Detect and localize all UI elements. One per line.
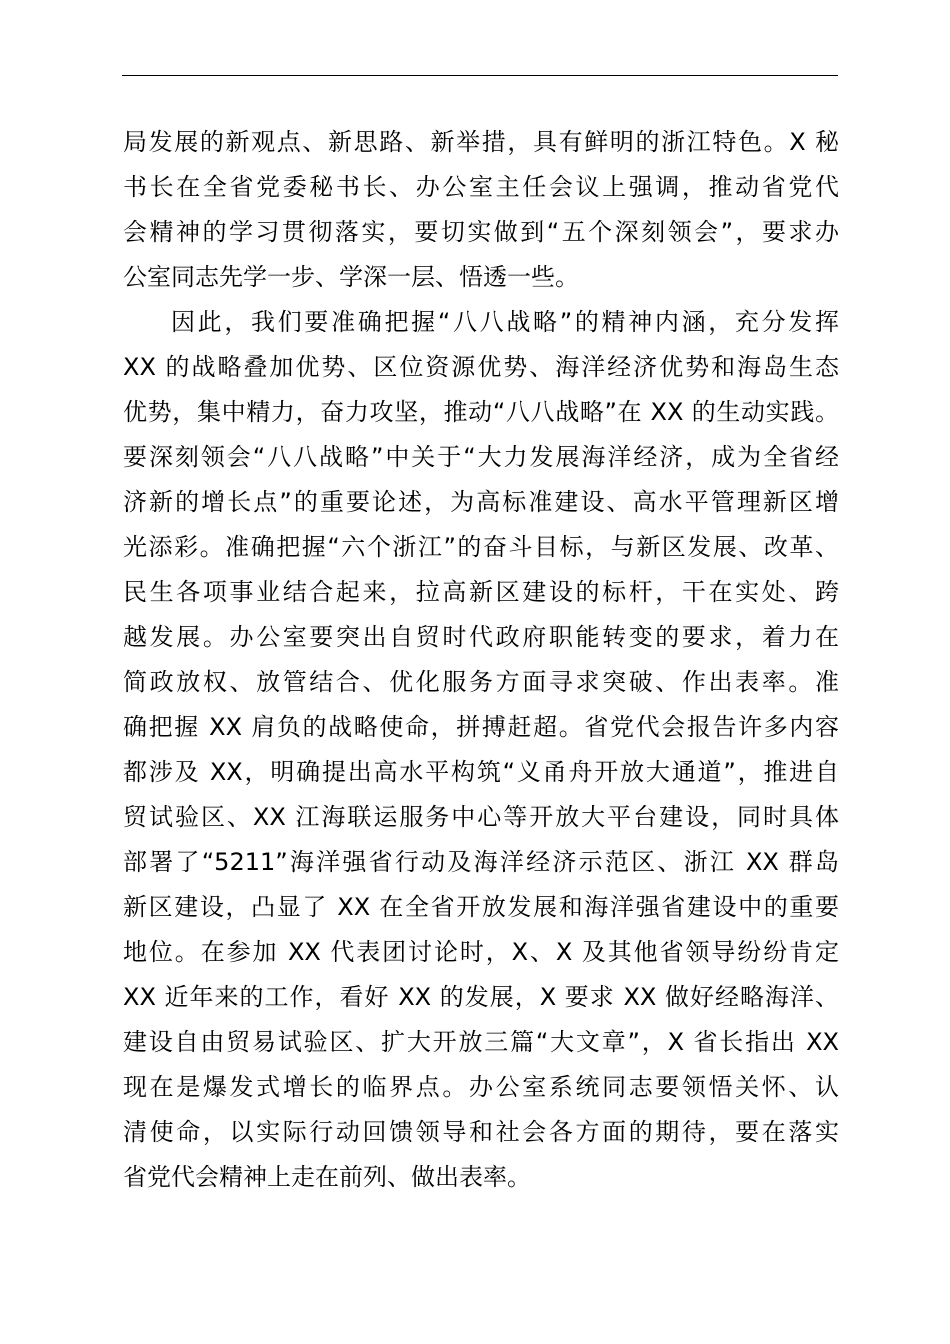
text-line: 确把握 XX 肩负的战略使命，拼搏赶超。省党代会报告许多内容 bbox=[123, 713, 839, 741]
text-line: 越发展。办公室要突出自贸时代政府职能转变的要求，着力在 bbox=[123, 623, 839, 651]
text-line: 部署了“5211”海洋强省行动及海洋经济示范区、浙江 XX 群岛 bbox=[123, 848, 839, 876]
text-line: 优势，集中精力，奋力攻坚，推动“八八战略”在 XX 的生动实践。 bbox=[123, 398, 839, 426]
paragraph-1 bbox=[123, 120, 839, 300]
text-line: 济新的增长点”的重要论述，为高标准建设、高水平管理新区增 bbox=[123, 488, 839, 516]
header-rule bbox=[122, 75, 838, 76]
text-line: 书长在全省党委秘书长、办公室主任会议上强调，推动省党代 bbox=[123, 173, 839, 201]
text-line: 都涉及 XX，明确提出高水平构筑“义甬舟开放大通道”，推进自 bbox=[123, 758, 839, 786]
text-line: 光添彩。准确把握“六个浙江”的奋斗目标，与新区发展、改革、 bbox=[123, 533, 839, 561]
text-line: 民生各项事业结合起来，拉高新区建设的标杆，干在实处、跨 bbox=[123, 578, 839, 606]
paragraph-2 bbox=[123, 300, 839, 1200]
text-line: XX 近年来的工作，看好 XX 的发展，X 要求 XX 做好经略海洋、 bbox=[123, 983, 839, 1011]
text-line: 现在是爆发式增长的临界点。办公室系统同志要领悟关怀、认 bbox=[123, 1073, 839, 1101]
text-line: 简政放权、放管结合、优化服务方面寻求突破、作出表率。准 bbox=[123, 668, 839, 696]
text-line: 贸试验区、XX 江海联运服务中心等开放大平台建设，同时具体 bbox=[123, 803, 839, 831]
text-line: 因此，我们要准确把握“八八战略”的精神内涵，充分发挥 bbox=[171, 308, 839, 336]
text-line: XX 的战略叠加优势、区位资源优势、海洋经济优势和海岛生态 bbox=[123, 353, 839, 381]
text-line: 局发展的新观点、新思路、新举措，具有鲜明的浙江特色。X 秘 bbox=[123, 128, 839, 156]
text-line: 省党代会精神上走在前列、做出表率。 bbox=[123, 1163, 531, 1191]
text-line: 清使命，以实际行动回馈领导和社会各方面的期待，要在落实 bbox=[123, 1118, 839, 1146]
body-text bbox=[123, 120, 839, 1200]
text-line: 地位。在参加 XX 代表团讨论时，X、X 及其他省领导纷纷肯定 bbox=[123, 938, 839, 966]
text-line: 新区建设，凸显了 XX 在全省开放发展和海洋强省建设中的重要 bbox=[123, 893, 839, 921]
text-line: 建设自由贸易试验区、扩大开放三篇“大文章”，X 省长指出 XX bbox=[123, 1028, 839, 1056]
text-line: 要深刻领会“八八战略”中关于“大力发展海洋经济，成为全省经 bbox=[123, 443, 839, 471]
text-line: 会精神的学习贯彻落实，要切实做到“五个深刻领会”，要求办 bbox=[123, 218, 839, 246]
text-line: 公室同志先学一步、学深一层、悟透一些。 bbox=[123, 263, 579, 291]
